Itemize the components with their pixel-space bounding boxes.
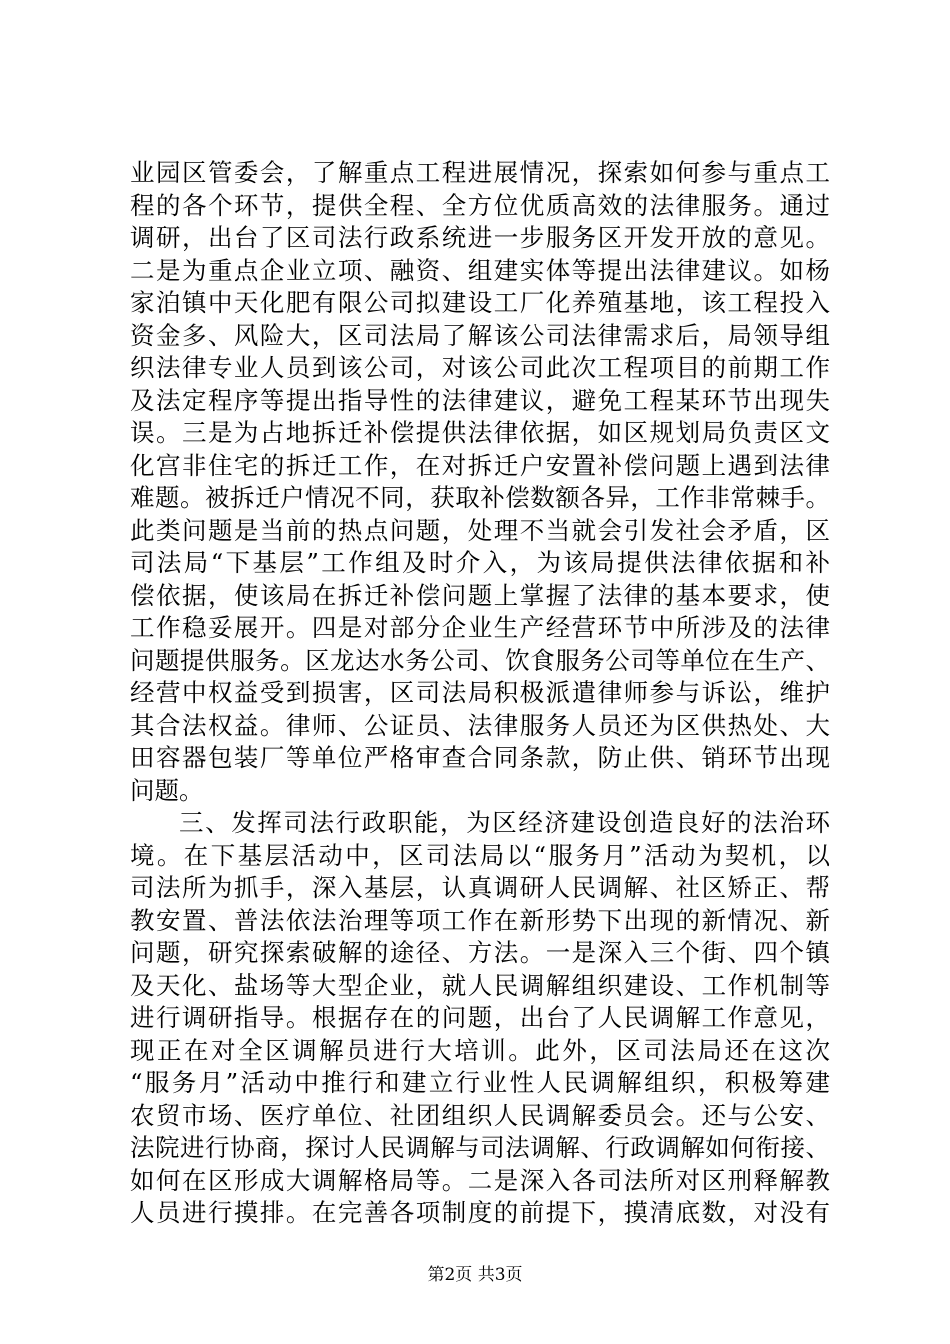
text-line: 教安置、普法依法治理等项工作在新形势下出现的新情况、新 <box>130 905 830 935</box>
text-line: 进行调研指导。根据存在的问题，出台了人民调解工作意见， <box>130 1003 830 1032</box>
paragraph-end-line: 问题。 <box>130 775 204 805</box>
text-line: 偿依据，使该局在拆迁补偿问题上掌握了法律的基本要求，使 <box>130 580 830 610</box>
text-line: 织法律专业人员到该公司，对该公司此次工程项目的前期工作 <box>130 353 830 382</box>
text-line: 家泊镇中天化肥有限公司拟建设工厂化养殖基地，该工程投入 <box>130 288 830 317</box>
text-line: 及法定程序等提出指导性的法律建议，避免工程某环节出现失 <box>130 385 830 415</box>
page-number-footer: 第2页 共3页 <box>427 1265 523 1285</box>
section-heading-line: 三、发挥司法行政职能，为区经济建设创造良好的法治环 <box>179 808 830 837</box>
text-line: 境。在下基层活动中，区司法局以“服务月”活动为契机，以 <box>130 840 830 870</box>
text-line: 法院进行协商，探讨人民调解与司法调解、行政调解如何衔接、 <box>130 1133 830 1162</box>
text-line: 如何在区形成大调解格局等。二是深入各司法所对区刑释解教 <box>130 1165 830 1195</box>
text-line: 农贸市场、医疗单位、社团组织人民调解委员会。还与公安、 <box>130 1100 830 1130</box>
text-line: 程的各个环节，提供全程、全方位优质高效的法律服务。通过 <box>130 190 830 220</box>
text-line: 司法所为抓手，深入基层，认真调研人民调解、社区矫正、帮 <box>130 873 830 902</box>
document-body <box>130 157 830 1230</box>
text-line: 调研，出台了区司法行政系统进一步服务区开发开放的意见。 <box>130 223 830 252</box>
text-line: 现正在对全区调解员进行大培训。此外，区司法局还在这次 <box>130 1035 830 1065</box>
text-line: 化宫非住宅的拆迁工作，在对拆迁户安置补偿问题上遇到法律 <box>130 450 830 480</box>
text-line: “服务月”活动中推行和建立行业性人民调解组织，积极筹建 <box>130 1068 830 1097</box>
text-line: 问题，研究探索破解的途径、方法。一是深入三个街、四个镇 <box>130 938 830 967</box>
text-line: 司法局“下基层”工作组及时介入，为该局提供法律依据和补 <box>130 548 830 577</box>
text-line: 田容器包装厂等单位严格审查合同条款，防止供、销环节出现 <box>130 743 830 772</box>
text-line: 资金多、风险大，区司法局了解该公司法律需求后，局领导组 <box>130 320 830 350</box>
text-line: 经营中权益受到损害，区司法局积极派遣律师参与诉讼，维护 <box>130 678 830 707</box>
text-line: 及天化、盐场等大型企业，就人民调解组织建设、工作机制等 <box>130 970 830 1000</box>
text-line: 此类问题是当前的热点问题，处理不当就会引发社会矛盾，区 <box>130 515 830 545</box>
text-line: 误。三是为占地拆迁补偿提供法律依据，如区规划局负责区文 <box>130 418 830 447</box>
text-line: 问题提供服务。区龙达水务公司、饮食服务公司等单位在生产、 <box>130 645 830 675</box>
text-line: 其合法权益。律师、公证员、法律服务人员还为区供热处、大 <box>130 710 830 740</box>
text-line: 工作稳妥展开。四是对部分企业生产经营环节中所涉及的法律 <box>130 613 830 642</box>
text-line: 业园区管委会，了解重点工程进展情况，探索如何参与重点工 <box>130 158 830 187</box>
text-line: 二是为重点企业立项、融资、组建实体等提出法律建议。如杨 <box>130 255 830 285</box>
text-line: 难题。被拆迁户情况不同，获取补偿数额各异，工作非常棘手。 <box>130 483 830 512</box>
text-line: 人员进行摸排。在完善各项制度的前提下，摸清底数，对没有 <box>130 1198 830 1227</box>
